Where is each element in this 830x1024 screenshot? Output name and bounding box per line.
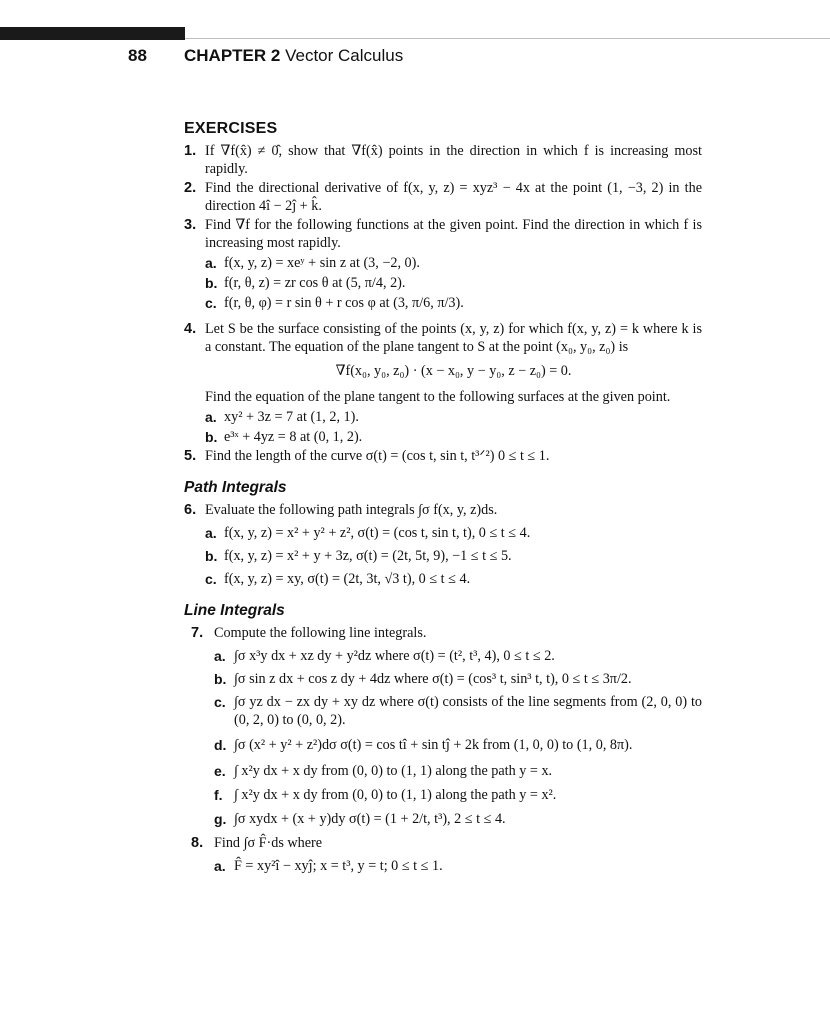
exercise-part [214,734,702,756]
exercise-7 [184,624,702,828]
exercise-part [214,810,702,828]
part-label: b. [214,671,227,687]
part-label: a. [205,255,217,271]
part-label: d. [214,737,227,753]
running-head [184,46,403,66]
exercise-followup-text: Find the equation of the plane tangent to the following surfaces at the given point. [205,389,671,405]
part-label: c. [214,694,226,710]
exercise-2 [184,179,702,215]
path-integrals-heading: Path Integrals [184,479,287,496]
part-text: f(x, y, z) = x² + y + 3z, σ(t) = (2t, 5t, 9), −1 ≤ t ≤ 5. [224,548,512,564]
header-bar [0,27,185,40]
exercise-number: 7. [191,625,204,641]
part-label: a. [214,858,226,874]
exercise-3 [184,216,702,312]
part-text: ∫σ (x² + y² + z²)dσ σ(t) = cos tî + sin tĵ + 2k from (1, 0, 0) to (1, 0, 8π). [234,737,633,753]
exercise-part [214,693,702,729]
part-text: ∫ x²y dx + x dy from (0, 0) to (1, 1) along the path y = x². [234,787,557,803]
exercise-part [214,670,702,688]
exercise-number: 5. [184,448,197,464]
part-label: g. [214,811,227,827]
exercise-part [214,762,702,780]
exercise-text: Let S be the surface consisting of the points (x, y, z) for which f(x, y, z) = k where k is a constant. The equation of the plane tangent to S at the point (x₀, y₀, z₀) is [205,321,702,355]
exercise-part [214,786,702,804]
exercise-number: 2. [184,180,197,196]
exercise-5 [184,447,702,465]
exercise-text: Find ∫σ F̂·ds where [214,835,323,851]
part-text: ∫σ x³y dx + xz dy + y²dz where σ(t) = (t², t³, 4), 0 ≤ t ≤ 2. [234,648,555,664]
part-text: ∫σ xydx + (x + y)dy σ(t) = (1 + 2/t, t³), 2 ≤ t ≤ 4. [234,811,506,827]
line-integrals-heading: Line Integrals [184,602,285,619]
exercise-text: Compute the following line integrals. [214,625,427,641]
part-label: f. [214,787,223,803]
exercise-part [205,524,702,542]
part-label: a. [214,648,226,664]
exercise-part [205,254,702,272]
exercise-number: 3. [184,217,197,233]
part-text: xy² + 3z = 7 at (1, 2, 1). [224,409,359,425]
exercise-text: If ∇f(x̂) ≠ 0̂, show that ∇f(x̂) points in the direction in which f is increasing most rapidly. [205,143,702,177]
exercise-text: Find the length of the curve σ(t) = (cos t, sin t, t³ᐟ²) 0 ≤ t ≤ 1. [205,448,550,464]
chapter-label: CHAPTER 2 [184,46,281,65]
part-text: f(r, θ, φ) = r sin θ + r cos φ at (3, π/6, π/3). [224,295,464,311]
part-text: f(x, y, z) = x² + y² + z², σ(t) = (cos t, sin t, t), 0 ≤ t ≤ 4. [224,525,531,541]
exercise-part [214,857,702,875]
exercise-part [205,274,702,292]
chapter-title: Vector Calculus [285,46,404,65]
exercise-number: 4. [184,321,197,337]
exercise-8 [184,834,702,875]
exercise-text: Evaluate the following path integrals ∫σ f(x, y, z)ds. [205,502,498,518]
page-body [184,118,702,876]
part-text: ∫σ sin z dx + cos z dy + 4dz where σ(t) = (cos³ t, sin³ t, t), 0 ≤ t ≤ 3π/2. [234,671,632,687]
part-label: a. [205,525,217,541]
exercise-text: Find the directional derivative of f(x, y, z) = xyz³ − 4x at the point (1, −3, 2) in the direction 4î − 2ĵ + k̂. [205,180,702,214]
exercise-4 [184,320,702,446]
part-label: a. [205,409,217,425]
exercise-6 [184,501,702,588]
part-label: c. [205,295,217,311]
page-header [0,46,830,68]
part-text: e³ˣ + 4yz = 8 at (0, 1, 2). [224,429,363,445]
part-label: e. [214,763,226,779]
exercise-part [205,408,702,426]
exercises-heading: EXERCISES [184,120,278,137]
part-label: b. [205,548,218,564]
exercise-number: 8. [191,835,204,851]
part-label: b. [205,429,218,445]
exercise-part [214,647,702,665]
part-text: f(r, θ, z) = zr cos θ at (5, π/4, 2). [224,275,406,291]
exercise-number: 1. [184,143,197,159]
exercise-part [205,570,702,588]
page-number: 88 [128,46,147,65]
part-text: ∫σ yz dx − zx dy + xy dz where σ(t) consists of the line segments from (2, 0, 0) to (0, 2, 0) to (0, 0, 2). [234,694,702,728]
part-text: F̂ = xy²î − xyĵ; x = t³, y = t; 0 ≤ t ≤ 1. [234,858,443,874]
display-equation: ∇f(x₀, y₀, z₀) · (x − x₀, y − y₀, z − z₀) = 0. [335,363,572,379]
part-text: ∫ x²y dx + x dy from (0, 0) to (1, 1) along the path y = x. [234,763,553,779]
exercise-part [205,547,702,565]
part-text: f(x, y, z) = xy, σ(t) = (2t, 3t, √3 t), 0 ≤ t ≤ 4. [224,571,471,587]
exercise-part [205,294,702,312]
exercise-1 [184,142,702,178]
part-label: b. [205,275,218,291]
exercise-number: 6. [184,502,197,518]
exercise-text: Find ∇f for the following functions at the given point. Find the direction in which f is increasing most rapidly. [205,217,702,251]
part-text: f(x, y, z) = xeʸ + sin z at (3, −2, 0). [224,255,420,271]
exercise-part [205,428,702,446]
part-label: c. [205,571,217,587]
